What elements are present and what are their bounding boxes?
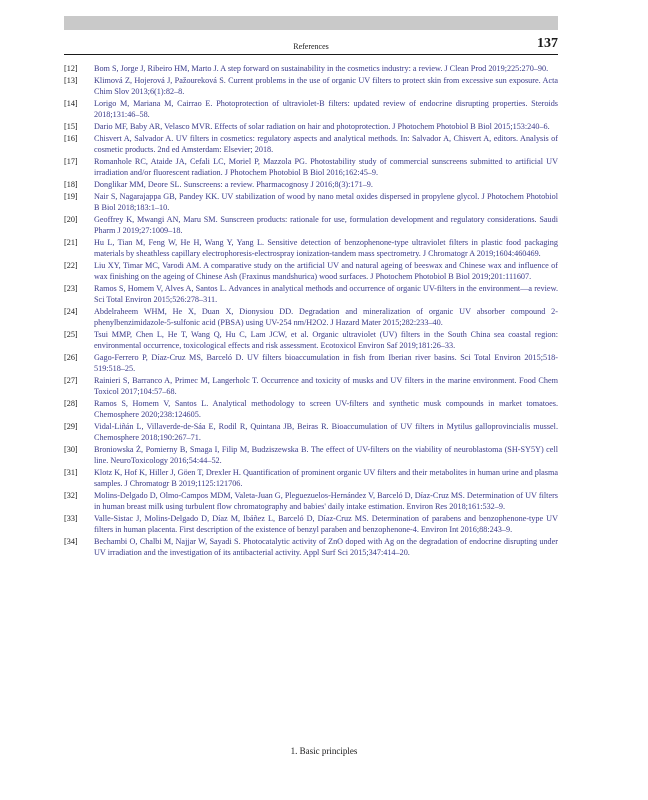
reference-number: [28] xyxy=(64,399,78,409)
reference-number: [29] xyxy=(64,422,78,432)
reference-number: [27] xyxy=(64,376,78,386)
running-title: References xyxy=(293,42,329,51)
reference-text[interactable]: Tsui MMP, Chen L, He T, Wang Q, Hu C, Lam JCW, et al. Organic ultraviolet (UV) filters in the South China sea coastal region: environmental occurrence, toxicological effects and risk assessment. Ecotoxicol Environ Saf 2019;181:26–33. xyxy=(94,330,558,351)
reference-text[interactable]: Valle-Sistac J, Molins-Delgado D, Díaz M, Ibáñez L, Barceló D, Díaz-Cruz MS. Determination of parabens and benzophenone-type UV filters in human placenta. First description of the existence of benzyl paraben and benzophenone-4. Environ Int 2016;88:243–9. xyxy=(94,514,558,535)
reference-item xyxy=(64,157,558,179)
reference-number: [13] xyxy=(64,76,78,86)
reference-text[interactable]: Bechambi O, Chalbi M, Najjar W, Sayadi S. Photocatalytic activity of ZnO doped with Ag on the degradation of endocrine disrupting under UV irradiation and the investigation of its antibacterial activity. Appl Surf Sci 2015;347:414–20. xyxy=(94,537,558,558)
reference-text[interactable]: Nair S, Nagarajappa GB, Pandey KK. UV stabilization of wood by nano metal oxides dispersed in propylene glycol. J Photochem Photobiol B Biol 2018;183:1–10. xyxy=(94,192,558,213)
reference-item xyxy=(64,284,558,306)
reference-text[interactable]: Ramos S, Homem V, Santos L. Analytical methodology to screen UV-filters and synthetic musk compounds in market tomatoes. Chemosphere 2020;238:124605. xyxy=(94,399,558,420)
reference-number: [15] xyxy=(64,122,78,132)
reference-item xyxy=(64,64,558,75)
reference-text[interactable]: Vidal-Liñán L, Villaverde-de-Sáa E, Rodil R, Quintana JB, Beiras R. Bioaccumulation of UV filters in Mytilus galloprovincialis mussel. Chemosphere 2018;190:267–71. xyxy=(94,422,558,443)
reference-item xyxy=(64,445,558,467)
reference-number: [33] xyxy=(64,514,78,524)
reference-number: [30] xyxy=(64,445,78,455)
footer-part-label: 1. Basic principles xyxy=(290,746,358,756)
reference-text[interactable]: Chisvert A, Salvador A. UV filters in cosmetics: regulatory aspects and analytical methods. In: Salvador A, Chisvert A, editors. Analysis of cosmetic products. 2nd ed Amsterdam: Elsevier; 2018. xyxy=(94,134,558,155)
reference-number: [31] xyxy=(64,468,78,478)
reference-item xyxy=(64,514,558,536)
reference-text[interactable]: Ramos S, Homem V, Alves A, Santos L. Advances in analytical methods and occurrence of organic UV-filters in the environment—a review. Sci Total Environ 2015;526:278–311. xyxy=(94,284,558,305)
reference-text[interactable]: Klimová Z, Hojerová J, Pažoureková S. Current problems in the use of organic UV filters to protect skin from excessive sun exposure. Acta Chim Slov 2013;6(1):82–8. xyxy=(94,76,558,96)
reference-text[interactable]: Liu XY, Timar MC, Varodi AM. A comparative study on the artificial UV and natural ageing of beeswax and Chinese wax and influence of wax finishing on the ageing of Chinese Ash (Fraxinus mandshurica) wood surfaces. J Photochem Photobiol B Biol 2019;201:111607. xyxy=(94,261,558,282)
reference-number: [26] xyxy=(64,353,78,363)
reference-number: [23] xyxy=(64,284,78,294)
reference-item xyxy=(64,192,558,214)
reference-item xyxy=(64,215,558,237)
reference-text[interactable]: Geoffrey K, Mwangi AN, Maru SM. Sunscreen products: rationale for use, formulation development and regulatory considerations. Saudi Pharm J 2019;27:1009–18. xyxy=(94,215,558,236)
reference-text[interactable]: Donglikar MM, Deore SL. Sunscreens: a review. Pharmacognosy J 2016;8(3):171–9. xyxy=(94,180,373,190)
reference-item xyxy=(64,307,558,329)
reference-item xyxy=(64,399,558,421)
reference-number: [32] xyxy=(64,491,78,501)
reference-text[interactable]: Abdelraheem WHM, He X, Duan X, Dionysiou DD. Degradation and mineralization of organic UV absorber compound 2-phenylbenzimidazole-5-sulfonic acid (PBSA) using UV-254 nm/H2O2. J Hazard Mater 2015;282:233–40. xyxy=(94,307,558,328)
reference-item xyxy=(64,122,558,133)
reference-text[interactable]: Gago-Ferrero P, Díaz-Cruz MS, Barceló D. UV filters bioaccumulation in fish from Iberian river basins. Sci Total Environ 2015;518-519:518–25. xyxy=(94,353,558,374)
reference-item xyxy=(64,468,558,490)
reference-item xyxy=(64,261,558,283)
reference-item xyxy=(64,238,558,260)
reference-item xyxy=(64,330,558,352)
reference-text[interactable]: Bom S, Jorge J, Ribeiro HM, Marto J. A step forward on sustainability in the cosmetics industry: a review. J Clean Prod 2019;225:270–90. xyxy=(94,64,549,73)
reference-text[interactable]: Broniowska Ż, Pomierny B, Smaga I, Filip M, Budziszewska B. The effect of UV-filters on the viability of neuroblastoma (SH-SY5Y) cell line. NeuroToxicology 2016;54:44–52. xyxy=(94,445,558,466)
reference-number: [14] xyxy=(64,99,78,109)
reference-item xyxy=(64,76,558,98)
reference-number: [12] xyxy=(64,64,78,73)
reference-number: [34] xyxy=(64,537,78,547)
reference-number: [22] xyxy=(64,261,78,271)
reference-number: [17] xyxy=(64,157,78,167)
reference-number: [16] xyxy=(64,134,78,144)
reference-text[interactable]: Romanhole RC, Ataide JA, Cefali LC, Moriel P, Mazzola PG. Photostability study of commercial sunscreens submitted to artificial UV irradiation and/or fluorescent radiation. J Photochem Photobiol B Biol 2016;162:45–9. xyxy=(94,157,558,178)
reference-text[interactable]: Molins-Delgado D, Olmo-Campos MDM, Valeta-Juan G, Pleguezuelos-Hernández V, Barceló D, Díaz-Cruz MS. Determination of UV filters in human breast milk using turbulent flow chromatography and babies' daily intake estimation. Environ Res 2018;161:532–9. xyxy=(94,491,558,512)
reference-text[interactable]: Dario MF, Baby AR, Velasco MVR. Effects of solar radiation on hair and photoprotection. J Photochem Photobiol B Biol 2015;153:240–6. xyxy=(94,122,550,132)
reference-number: [18] xyxy=(64,180,78,190)
reference-item xyxy=(64,99,558,121)
header-bar xyxy=(64,16,558,30)
reference-text[interactable]: Hu L, Tian M, Feng W, He H, Wang Y, Yang L. Sensitive detection of benzophenone-type ultraviolet filters in plastic food packaging materials by sheathless capillary electrophoresis-electrospray ionization-tandem mass spectrometry. J Chromatogr A 2019;1604:460469. xyxy=(94,238,558,259)
reference-item xyxy=(64,537,558,559)
reference-number: [25] xyxy=(64,330,78,340)
reference-item xyxy=(64,491,558,513)
reference-text[interactable]: Klotz K, Hof K, Hiller J, Göen T, Drexler H. Quantification of prominent organic UV filters and their metabolites in human urine and plasma samples. J Chromatogr B 2019;1125:121706. xyxy=(94,468,558,489)
running-head xyxy=(64,34,558,55)
reference-number: [20] xyxy=(64,215,78,225)
reference-item xyxy=(64,353,558,375)
reference-list xyxy=(64,64,558,560)
reference-item xyxy=(64,422,558,444)
reference-text[interactable]: Rainieri S, Barranco A, Primec M, Langerholc T. Occurrence and toxicity of musks and UV filters in the marine environment. Food Chem Toxicol 2017;104:57–68. xyxy=(94,376,558,397)
page-number: 137 xyxy=(537,36,558,51)
reference-text[interactable]: Lorigo M, Mariana M, Cairrao E. Photoprotection of ultraviolet-B filters: updated review of endocrine disrupting properties. Steroids 2018;131:46–58. xyxy=(94,99,558,119)
reference-item xyxy=(64,180,558,191)
reference-number: [19] xyxy=(64,192,78,202)
reference-item xyxy=(64,376,558,398)
reference-item xyxy=(64,134,558,156)
reference-number: [24] xyxy=(64,307,78,317)
reference-number: [21] xyxy=(64,238,78,248)
